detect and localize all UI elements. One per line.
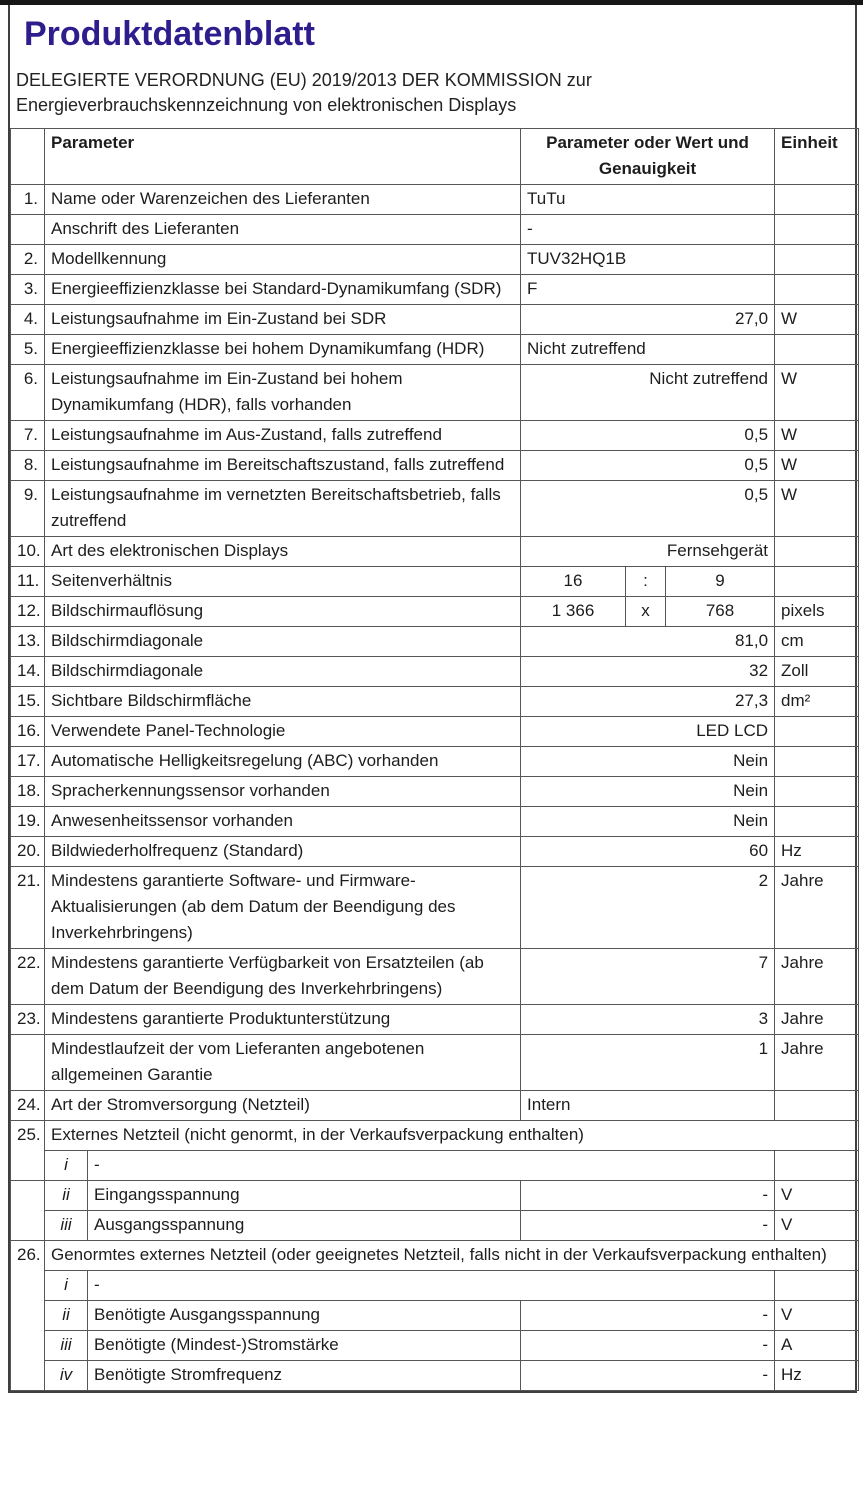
unit-value: Jahre [775,1035,859,1091]
value-part-1: 1 366 [521,597,626,627]
parameter-value: 27,3 [521,687,775,717]
parameter-value: Nein [521,777,775,807]
datasheet-table [10,128,859,1391]
parameter-label: Leistungsaufnahme im vernetzten Bereitschaftsbetrieb, falls zutreffend [45,481,521,537]
regulation-subtitle-line-1: DELEGIERTE VERORDNUNG (EU) 2019/2013 DER KOMMISSION zur [16,70,592,90]
unit-value [775,567,859,597]
parameter-value: Fernsehgerät [521,537,775,567]
row-number: 16. [11,717,45,747]
value-separator: x [626,597,666,627]
parameter-value: 7 [521,949,775,1005]
parameter-value: Nein [521,807,775,837]
product-datasheet-page [8,5,857,1393]
roman-numeral: ii [45,1181,88,1211]
header-parameter-or-value: Parameter oder Wert und Genauigkeit [521,129,775,185]
parameter-label: Seitenverhältnis [45,567,521,597]
table-row [11,1241,859,1271]
table-row [11,451,859,481]
unit-value: cm [775,627,859,657]
row-number: 12. [11,597,45,627]
parameter-value: - [521,1361,775,1391]
row-number [11,1181,45,1241]
table-row [11,1301,859,1331]
parameter-value: - [521,1181,775,1211]
unit-value: W [775,481,859,537]
unit-value: W [775,305,859,335]
unit-value: V [775,1211,859,1241]
parameter-label: Verwendete Panel-Technologie [45,717,521,747]
parameter-label: Mindestlaufzeit der vom Lieferanten angebotenen allgemeinen Garantie [45,1035,521,1091]
row-number: 10. [11,537,45,567]
value-part-2: 9 [666,567,775,597]
value-separator: : [626,567,666,597]
table-row [11,245,859,275]
header-unit: Einheit [775,129,859,185]
unit-value [775,537,859,567]
unit-value: W [775,365,859,421]
unit-value [775,1091,859,1121]
roman-numeral: iii [45,1331,88,1361]
row-number: 11. [11,567,45,597]
parameter-value: 60 [521,837,775,867]
parameter-value: Intern [521,1091,775,1121]
table-row [11,949,859,1005]
unit-value: W [775,451,859,481]
parameter-label: Leistungsaufnahme im Bereitschaftszustand, falls zutreffend [45,451,521,481]
row-number: 9. [11,481,45,537]
row-number: 18. [11,777,45,807]
unit-value [775,747,859,777]
row-number: 5. [11,335,45,365]
parameter-label: Energieeffizienzklasse bei hohem Dynamikumfang (HDR) [45,335,521,365]
table-row [11,1211,859,1241]
table-row [11,597,859,627]
row-number: 8. [11,451,45,481]
unit-value [775,275,859,305]
unit-value: Hz [775,1361,859,1391]
roman-numeral: i [45,1151,88,1181]
value-part-1: 16 [521,567,626,597]
table-row [11,1035,859,1091]
row-number: 13. [11,627,45,657]
unit-value: Zoll [775,657,859,687]
parameter-label: Bildschirmdiagonale [45,657,521,687]
title-block [10,5,855,128]
parameter-value: Nicht zutreffend [521,335,775,365]
parameter-value: Nicht zutreffend [521,365,775,421]
unit-value [775,1271,859,1301]
parameter-label: Bildwiederholfrequenz (Standard) [45,837,521,867]
row-number: 6. [11,365,45,421]
parameter-value: 2 [521,867,775,949]
row-number: 15. [11,687,45,717]
parameter-value: - [521,1331,775,1361]
table-row [11,777,859,807]
unit-value: W [775,421,859,451]
value-part-2: 768 [666,597,775,627]
parameter-label: Art der Stromversorgung (Netzteil) [45,1091,521,1121]
sub-parameter-label: Benötigte (Mindest-)Stromstärke [88,1331,521,1361]
row-number: 25. [11,1121,45,1181]
parameter-label: Energieeffizienzklasse bei Standard-Dynamikumfang (SDR) [45,275,521,305]
unit-value [775,185,859,215]
table-row [11,657,859,687]
roman-numeral: i [45,1271,88,1301]
table-row [11,867,859,949]
unit-value: Jahre [775,949,859,1005]
parameter-label: Anwesenheitssensor vorhanden [45,807,521,837]
parameter-value: 0,5 [521,481,775,537]
parameter-label: Bildschirmauflösung [45,597,521,627]
table-row [11,275,859,305]
table-row [11,1005,859,1035]
row-number: 1. [11,185,45,215]
table-row [11,717,859,747]
parameter-value: TuTu [521,185,775,215]
parameter-label: Modellkennung [45,245,521,275]
row-number: 20. [11,837,45,867]
parameter-value: 3 [521,1005,775,1035]
parameter-value: LED LCD [521,717,775,747]
section-label: Externes Netzteil (nicht genormt, in der Verkaufsverpackung enthalten) [45,1121,859,1151]
row-number: 17. [11,747,45,777]
parameter-label: Bildschirmdiagonale [45,627,521,657]
row-number [11,1035,45,1091]
regulation-subtitle-line-2: Energieverbrauchskennzeichnung von elektronischen Displays [16,95,517,115]
row-number: 24. [11,1091,45,1121]
unit-value: Jahre [775,867,859,949]
parameter-label: Spracherkennungssensor vorhanden [45,777,521,807]
parameter-value: 1 [521,1035,775,1091]
unit-value [775,215,859,245]
row-number: 23. [11,1005,45,1035]
parameter-value: - [521,215,775,245]
table-row [11,1151,859,1181]
table-row [11,1121,859,1151]
row-number: 19. [11,807,45,837]
parameter-label: Mindestens garantierte Verfügbarkeit von Ersatzteilen (ab dem Datum der Beendigung des Inverkehrbringens) [45,949,521,1005]
table-row [11,687,859,717]
sub-parameter-label: Ausgangsspannung [88,1211,521,1241]
table-row [11,1271,859,1301]
table-row [11,567,859,597]
unit-value: Hz [775,837,859,867]
table-row [11,335,859,365]
header-row [11,129,859,185]
table-row [11,1331,859,1361]
parameter-value: F [521,275,775,305]
sub-parameter-label: Benötigte Ausgangsspannung [88,1301,521,1331]
unit-value: V [775,1181,859,1211]
parameter-value: 0,5 [521,451,775,481]
section-label: Genormtes externes Netzteil (oder geeignetes Netzteil, falls nicht in der Verkaufsverpackung enthalten) [45,1241,859,1271]
unit-value: V [775,1301,859,1331]
sub-parameter-label: Benötigte Stromfrequenz [88,1361,521,1391]
row-number: 7. [11,421,45,451]
table-row [11,1091,859,1121]
unit-value [775,777,859,807]
row-number: 3. [11,275,45,305]
parameter-label: Mindestens garantierte Produktunterstützung [45,1005,521,1035]
table-row [11,1361,859,1391]
table-row [11,421,859,451]
sub-parameter-label: Eingangsspannung [88,1181,521,1211]
parameter-label: Sichtbare Bildschirmfläche [45,687,521,717]
roman-numeral: iv [45,1361,88,1391]
table-row [11,305,859,335]
parameter-label: Name oder Warenzeichen des Lieferanten [45,185,521,215]
parameter-label: Art des elektronischen Displays [45,537,521,567]
unit-value [775,1151,859,1181]
page-title: Produktdatenblatt [24,15,315,53]
parameter-label: Leistungsaufnahme im Aus-Zustand, falls zutreffend [45,421,521,451]
parameter-value: 81,0 [521,627,775,657]
unit-value [775,807,859,837]
unit-value [775,245,859,275]
datasheet-body [11,185,859,1391]
parameter-value: 0,5 [521,421,775,451]
unit-value: Jahre [775,1005,859,1035]
row-number [11,215,45,245]
parameter-label: Mindestens garantierte Software- und Firmware-Aktualisierungen (ab dem Datum der Beendigung des Inverkehrbringens) [45,867,521,949]
header-number-column [11,129,45,185]
unit-value [775,717,859,747]
unit-value: A [775,1331,859,1361]
sub-parameter-value: - [88,1271,775,1301]
parameter-label: Leistungsaufnahme im Ein-Zustand bei SDR [45,305,521,335]
table-row [11,537,859,567]
parameter-label: Leistungsaufnahme im Ein-Zustand bei hohem Dynamikumfang (HDR), falls vorhanden [45,365,521,421]
row-number: 4. [11,305,45,335]
table-row [11,481,859,537]
table-row [11,365,859,421]
unit-value [775,335,859,365]
roman-numeral: iii [45,1211,88,1241]
parameter-value: 32 [521,657,775,687]
unit-value: pixels [775,597,859,627]
row-number: 14. [11,657,45,687]
table-row [11,837,859,867]
roman-numeral: ii [45,1301,88,1331]
table-row [11,627,859,657]
table-row [11,215,859,245]
parameter-label: Automatische Helligkeitsregelung (ABC) vorhanden [45,747,521,777]
table-row [11,1181,859,1211]
header-parameter: Parameter [45,129,521,185]
parameter-value: TUV32HQ1B [521,245,775,275]
table-row [11,807,859,837]
parameter-value: Nein [521,747,775,777]
row-number: 22. [11,949,45,1005]
row-number: 21. [11,867,45,949]
row-number: 2. [11,245,45,275]
sub-parameter-value: - [88,1151,775,1181]
row-number: 26. [11,1241,45,1391]
table-row [11,747,859,777]
parameter-label: Anschrift des Lieferanten [45,215,521,245]
parameter-value: - [521,1301,775,1331]
table-row [11,185,859,215]
parameter-value: 27,0 [521,305,775,335]
parameter-value: - [521,1211,775,1241]
unit-value: dm² [775,687,859,717]
